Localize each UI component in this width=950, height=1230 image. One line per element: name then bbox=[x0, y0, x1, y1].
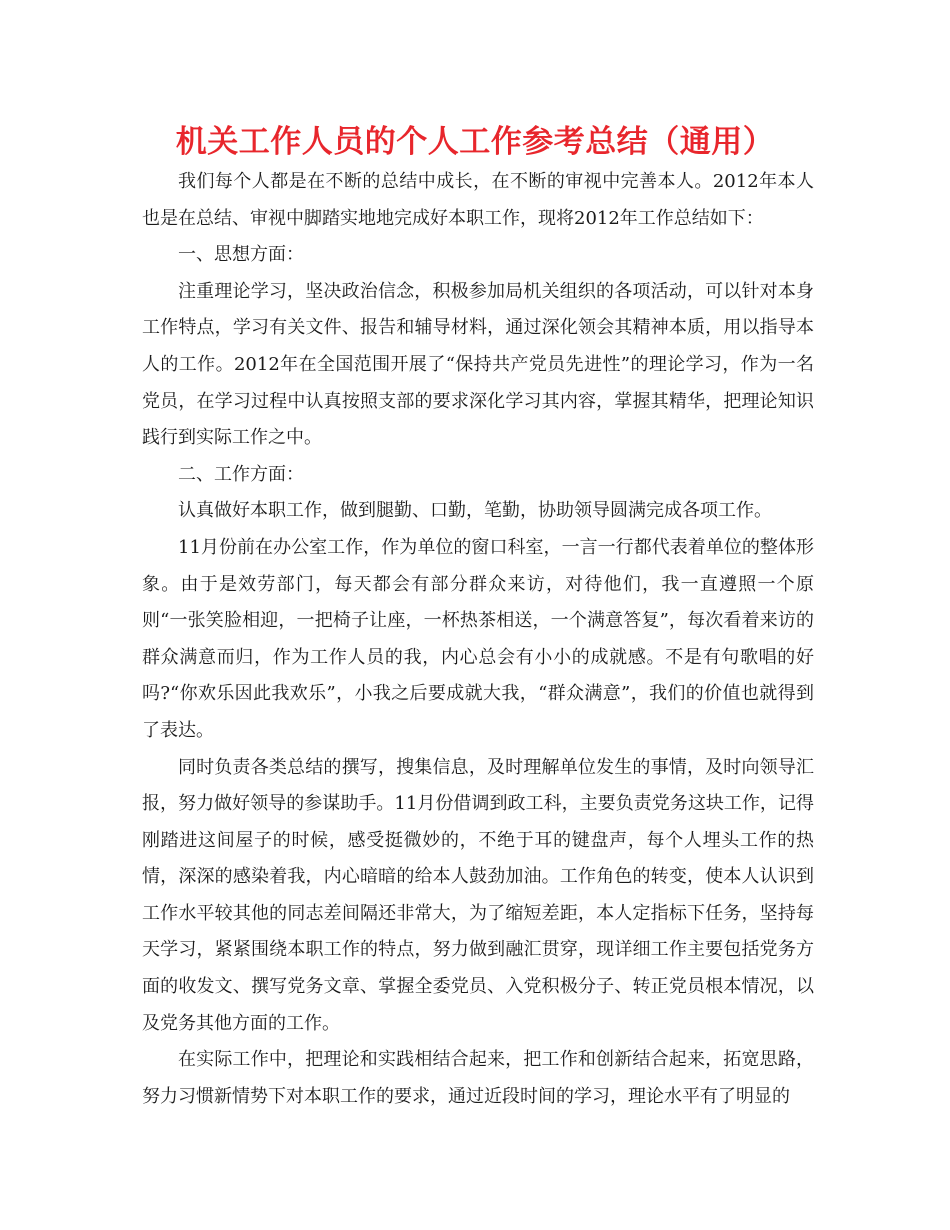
document-body bbox=[142, 164, 814, 1115]
paragraph-office-work: 11月份前在办公室工作，作为单位的窗口科室，一言一行都代表着单位的整体形象。由于是效劳部门，每天都会有部分群众来访，对待他们，我一直遵照一个原则“一张笑脸相迎，一把椅子让座，一杯热茶相送，一个满意答复”，每次看着来访的群众满意而归，作为工作人员的我，内心总会有小小的成就感。不是有句歌唱的好吗?“你欢乐因此我欢乐”，小我之后要成就大我，“群众满意”，我们的价值也就得到了表达。 bbox=[142, 536, 814, 741]
paragraph-work-summary: 认真做好本职工作，做到腿勤、口勤，笔勤，协助领导圆满完成各项工作。 bbox=[178, 500, 772, 522]
section-heading-work: 二、工作方面： bbox=[178, 463, 304, 485]
document-title: 机关工作人员的个人工作参考总结（通用） bbox=[175, 124, 775, 160]
paragraph-thought: 注重理论学习，坚决政治信念，积极参加局机关组织的各项活动，可以针对本身工作特点，学习有关文件、报告和辅导材料，通过深化领会其精神本质，用以指导本人的工作。2012年在全国范围开展了“保持共产党员先进性”的理论学习，作为一名党员，在学习过程中认真按照支部的要求深化学习其内容，掌握其精华，把理论知识践行到实际工作之中。 bbox=[142, 280, 814, 449]
paragraph-practice: 在实际工作中，把理论和实践相结合起来，把工作和创新结合起来，拓宽思路，努力习惯新情势下对本职工作的要求，通过近段时间的学习，理论水平有了明显的 bbox=[142, 1049, 814, 1107]
paragraph-party-work: 同时负责各类总结的撰写，搜集信息，及时理解单位发生的事情，及时向领导汇报，努力做好领导的参谋助手。11月份借调到政工科，主要负责党务这块工作，记得刚踏进这间屋子的时候，感受挺微妙的，不绝于耳的键盘声，每个人埋头工作的热情，深深的感染着我，内心暗暗的给本人鼓劲加油。工作角色的转变，使本人认识到工作水平较其他的同志差间隔还非常大，为了缩短差距，本人定指标下任务，坚持每天学习，紧紧围绕本职工作的特点，努力做到融汇贯穿，现详细工作主要包括党务方面的收发文、撰写党务文章、掌握全委党员、入党积极分子、转正党员根本情况，以及党务其他方面的工作。 bbox=[142, 756, 814, 1034]
paragraph-intro: 我们每个人都是在不断的总结中成长，在不断的审视中完善本人。2012年本人也是在总结、审视中脚踏实地地完成好本职工作，现将2012年工作总结如下： bbox=[142, 171, 814, 229]
section-heading-thought: 一、思想方面： bbox=[178, 244, 304, 266]
